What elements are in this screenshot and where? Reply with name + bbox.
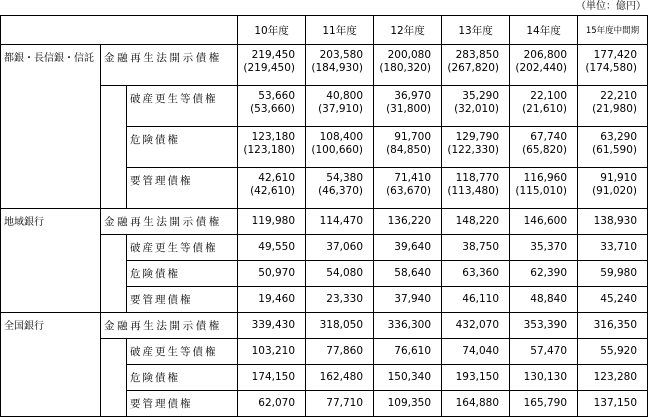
value-main: 219,450 — [251, 49, 296, 61]
value-cell — [510, 365, 578, 391]
category-label: 危険債権 — [127, 127, 238, 168]
value-cell — [238, 365, 306, 391]
value-sub: (63,670) — [386, 185, 432, 197]
value-main: 108,400 — [319, 131, 364, 143]
value-main: 37,060 — [326, 241, 364, 253]
value-sub: (122,330) — [447, 144, 500, 156]
value-main: 283,850 — [455, 49, 500, 61]
value-main: 54,080 — [326, 267, 364, 279]
value-sub: (21,980) — [592, 103, 638, 115]
value-cell — [510, 86, 578, 127]
value-cell — [578, 365, 648, 391]
header-row — [1, 16, 648, 45]
value-main: 55,920 — [600, 345, 638, 357]
value-sub: (37,910) — [318, 103, 364, 115]
indent-cell — [101, 287, 127, 313]
value-main: 63,290 — [600, 131, 638, 143]
value-main: 71,410 — [394, 172, 432, 184]
value-sub: (267,820) — [447, 62, 500, 74]
value-main: 63,360 — [462, 267, 500, 279]
value-cell — [238, 287, 306, 313]
category-label: 要管理債権 — [127, 168, 238, 209]
indent-cell — [101, 168, 127, 209]
value-sub: (61,590) — [592, 144, 638, 156]
unit-label: （単位：億円） — [576, 1, 646, 12]
value-cell — [306, 261, 374, 287]
value-main: 165,790 — [523, 397, 568, 409]
category-label: 要管理債権 — [127, 287, 238, 313]
value-main: 50,970 — [258, 267, 296, 279]
value-cell — [578, 127, 648, 168]
header-fy15-interim: 15年度中間期 — [578, 16, 648, 45]
value-cell — [442, 313, 510, 339]
bank-type-label: 都銀・長信銀・信託 — [1, 45, 101, 209]
value-main: 22,100 — [530, 90, 568, 102]
value-main: 136,220 — [387, 215, 432, 227]
value-cell — [374, 209, 442, 235]
value-main: 162,480 — [319, 371, 364, 383]
value-main: 318,050 — [319, 319, 364, 331]
value-main: 57,470 — [530, 345, 568, 357]
value-cell — [510, 235, 578, 261]
value-main: 316,350 — [593, 319, 638, 331]
value-sub: (180,320) — [379, 62, 432, 74]
value-main: 432,070 — [455, 319, 500, 331]
value-cell — [374, 127, 442, 168]
value-cell — [374, 86, 442, 127]
bank-type-label: 地域銀行 — [1, 209, 101, 313]
header-blank — [1, 16, 238, 45]
value-main: 91,700 — [394, 131, 432, 143]
value-cell — [578, 287, 648, 313]
value-main: 118,770 — [455, 172, 500, 184]
indent-cell — [101, 365, 127, 391]
value-cell — [510, 168, 578, 209]
value-cell — [374, 45, 442, 86]
value-cell — [306, 365, 374, 391]
value-cell — [578, 261, 648, 287]
table-body — [1, 45, 648, 417]
value-main: 48,840 — [530, 293, 568, 305]
value-cell — [442, 86, 510, 127]
header-fy10: 10年度 — [238, 16, 306, 45]
header-fy12: 12年度 — [374, 16, 442, 45]
value-cell — [510, 313, 578, 339]
value-main: 35,370 — [530, 241, 568, 253]
value-main: 336,300 — [387, 319, 432, 331]
indent-cell — [101, 339, 127, 365]
value-cell — [374, 287, 442, 313]
value-cell — [306, 209, 374, 235]
table-row — [1, 209, 648, 235]
value-main: 137,150 — [593, 397, 638, 409]
value-cell — [578, 313, 648, 339]
value-main: 138,930 — [593, 215, 638, 227]
value-main: 116,960 — [523, 172, 568, 184]
value-cell — [442, 235, 510, 261]
value-sub: (202,440) — [515, 62, 568, 74]
value-sub: (65,820) — [522, 144, 568, 156]
value-main: 129,790 — [455, 131, 500, 143]
value-main: 130,130 — [523, 371, 568, 383]
category-label: 破産更生等債権 — [127, 339, 238, 365]
indent-cell — [101, 86, 127, 127]
value-main: 40,800 — [326, 90, 364, 102]
value-cell — [374, 261, 442, 287]
value-cell — [306, 86, 374, 127]
indent-cell — [101, 235, 127, 261]
value-sub: (174,580) — [585, 62, 638, 74]
header-fy13: 13年度 — [442, 16, 510, 45]
value-cell — [374, 339, 442, 365]
category-label: 金融再生法開示債権 — [101, 209, 238, 235]
table-row — [1, 45, 648, 86]
value-main: 164,880 — [455, 397, 500, 409]
value-main: 109,350 — [387, 397, 432, 409]
value-cell — [238, 45, 306, 86]
value-sub: (32,010) — [454, 103, 500, 115]
value-cell — [374, 235, 442, 261]
value-main: 35,290 — [462, 90, 500, 102]
value-main: 148,220 — [455, 215, 500, 227]
category-label: 要管理債権 — [127, 391, 238, 417]
header-fy11: 11年度 — [306, 16, 374, 45]
value-cell — [510, 45, 578, 86]
value-sub: (115,010) — [515, 185, 568, 197]
value-main: 206,800 — [523, 49, 568, 61]
value-cell — [578, 168, 648, 209]
category-label: 破産更生等債権 — [127, 235, 238, 261]
category-label: 金融再生法開示債権 — [101, 313, 238, 339]
value-main: 123,280 — [593, 371, 638, 383]
value-cell — [442, 365, 510, 391]
value-cell — [510, 261, 578, 287]
value-sub: (31,800) — [386, 103, 432, 115]
value-main: 353,390 — [523, 319, 568, 331]
value-sub: (84,850) — [386, 144, 432, 156]
value-sub: (46,370) — [318, 185, 364, 197]
value-main: 67,740 — [530, 131, 568, 143]
value-main: 74,040 — [462, 345, 500, 357]
bad-loans-table — [0, 15, 648, 417]
value-cell — [306, 287, 374, 313]
value-cell — [510, 209, 578, 235]
value-cell — [374, 168, 442, 209]
value-cell — [238, 313, 306, 339]
value-cell — [442, 261, 510, 287]
value-main: 91,910 — [600, 172, 638, 184]
indent-cell — [101, 261, 127, 287]
value-main: 200,080 — [387, 49, 432, 61]
indent-cell — [101, 127, 127, 168]
value-main: 39,640 — [394, 241, 432, 253]
value-cell — [238, 168, 306, 209]
value-main: 42,610 — [258, 172, 296, 184]
value-main: 177,420 — [593, 49, 638, 61]
value-cell — [442, 127, 510, 168]
value-sub: (219,450) — [243, 62, 296, 74]
value-main: 62,070 — [258, 397, 296, 409]
value-main: 150,340 — [387, 371, 432, 383]
value-cell — [306, 127, 374, 168]
value-cell — [442, 339, 510, 365]
value-main: 77,710 — [326, 397, 364, 409]
value-sub: (42,610) — [250, 185, 296, 197]
value-cell — [442, 168, 510, 209]
value-main: 58,640 — [394, 267, 432, 279]
value-main: 22,210 — [600, 90, 638, 102]
value-main: 77,860 — [326, 345, 364, 357]
value-main: 114,470 — [319, 215, 364, 227]
value-main: 54,380 — [326, 172, 364, 184]
value-cell — [578, 339, 648, 365]
value-main: 76,610 — [394, 345, 432, 357]
value-cell — [238, 127, 306, 168]
value-cell — [306, 235, 374, 261]
value-main: 123,180 — [251, 131, 296, 143]
value-main: 203,580 — [319, 49, 364, 61]
value-main: 193,150 — [455, 371, 500, 383]
value-cell — [442, 287, 510, 313]
value-main: 19,460 — [258, 293, 296, 305]
value-cell — [238, 261, 306, 287]
value-sub: (184,930) — [311, 62, 364, 74]
category-label: 破産更生等債権 — [127, 86, 238, 127]
value-cell — [306, 339, 374, 365]
category-label: 危険債権 — [127, 365, 238, 391]
value-main: 45,240 — [600, 293, 638, 305]
value-main: 146,600 — [523, 215, 568, 227]
value-cell — [442, 209, 510, 235]
value-main: 49,550 — [258, 241, 296, 253]
value-cell — [238, 235, 306, 261]
value-main: 119,980 — [251, 215, 296, 227]
category-label: 危険債権 — [127, 261, 238, 287]
value-cell — [510, 127, 578, 168]
value-cell — [306, 168, 374, 209]
value-sub: (123,180) — [243, 144, 296, 156]
value-cell — [306, 45, 374, 86]
value-main: 38,750 — [462, 241, 500, 253]
value-main: 53,660 — [258, 90, 296, 102]
value-cell — [510, 339, 578, 365]
header-fy14: 14年度 — [510, 16, 578, 45]
value-main: 339,430 — [251, 319, 296, 331]
value-main: 23,330 — [326, 293, 364, 305]
value-cell — [238, 209, 306, 235]
category-label: 金融再生法開示債権 — [101, 45, 238, 86]
value-sub: (100,660) — [311, 144, 364, 156]
value-sub: (113,480) — [447, 185, 500, 197]
value-cell — [510, 287, 578, 313]
value-cell — [578, 45, 648, 86]
value-main: 174,150 — [251, 371, 296, 383]
value-main: 36,970 — [394, 90, 432, 102]
value-cell — [578, 235, 648, 261]
value-main: 62,390 — [530, 267, 568, 279]
value-main: 46,110 — [462, 293, 500, 305]
value-sub: (21,610) — [522, 103, 568, 115]
value-cell — [578, 209, 648, 235]
value-cell — [238, 339, 306, 365]
value-cell — [374, 365, 442, 391]
value-cell — [374, 313, 442, 339]
value-main: 33,710 — [600, 241, 638, 253]
value-cell — [238, 86, 306, 127]
value-main: 37,940 — [394, 293, 432, 305]
value-main: 103,210 — [251, 345, 296, 357]
table-row — [1, 313, 648, 339]
value-cell — [578, 86, 648, 127]
value-sub: (91,020) — [592, 185, 638, 197]
value-cell — [442, 45, 510, 86]
bank-type-label: 全国銀行 — [1, 313, 101, 417]
value-sub: (53,660) — [250, 103, 296, 115]
value-cell — [306, 313, 374, 339]
value-main: 59,980 — [600, 267, 638, 279]
